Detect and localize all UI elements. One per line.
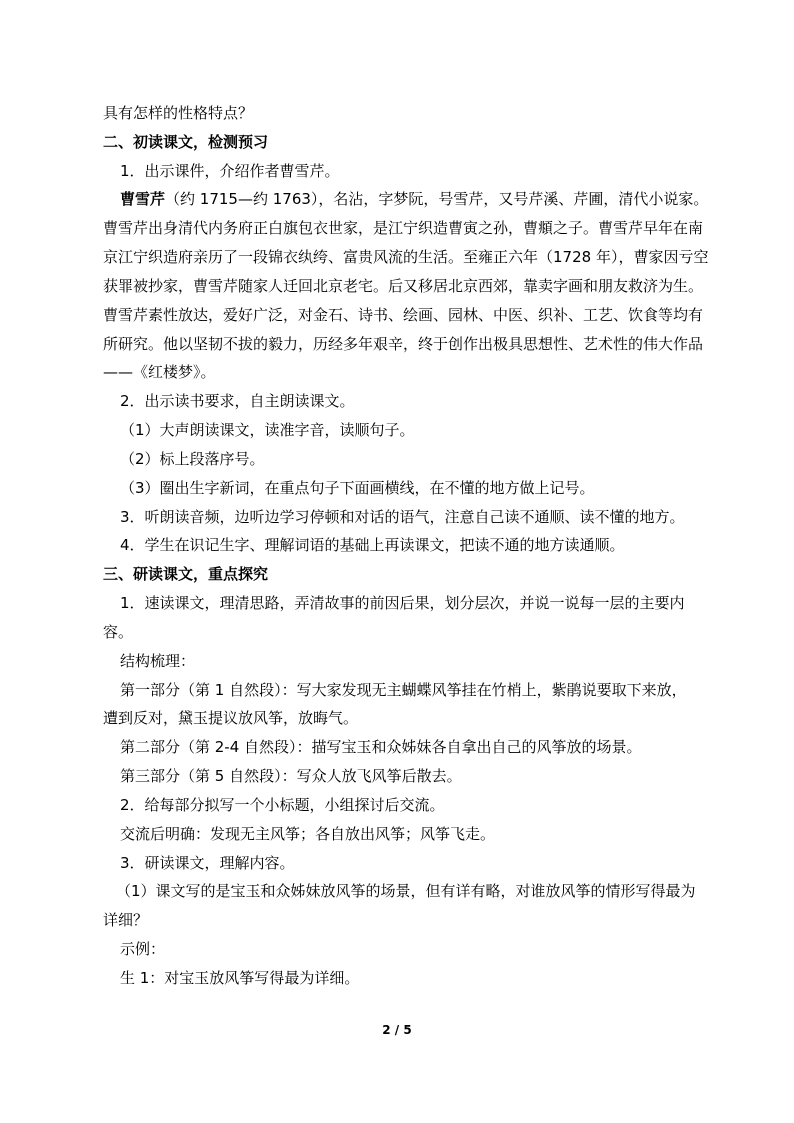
text-line: 交流后明确：发现无主风筝；各自放出风筝；风筝飞走。 — [120, 825, 496, 843]
text-line: 京江宁织造府亲历了一段锦衣纨绔、富贵风流的生活。至雍正六年（1728 年），曹家因亏空 — [103, 248, 709, 266]
text-line: 2．出示读书要求，自主朗读课文。 — [120, 392, 355, 410]
text-line: 容。 — [103, 623, 134, 641]
text-line: 第三部分（第 5 自然段）：写众人放飞风筝后散去。 — [120, 767, 462, 785]
list-item: （3）圈出生字新词，在重点句子下面画横线，在不懂的地方做上记号。 — [120, 479, 595, 497]
author-intro-line — [120, 189, 740, 209]
text-line: 遭到反对，黛玉提议放风筝，放晦气。 — [103, 709, 359, 727]
text-line: 曹雪芹素性放达，爱好广泛，对金石、诗书、绘画、园林、中医、织补、工艺、饮食等均有 — [103, 306, 704, 324]
text-line: 示例： — [120, 940, 166, 958]
text-line: 第一部分（第 1 自然段）：写大家发现无主蝴蝶风筝挂在竹梢上，紫鹃说要取下来放， — [120, 681, 687, 699]
text-line: 3．研读课文，理解内容。 — [120, 854, 295, 872]
text-line: 生 1：对宝玉放风筝写得最为详细。 — [120, 969, 360, 987]
text-line: ——《红楼梦》。 — [103, 363, 216, 381]
text-line: 4．学生在识记生字、理解词语的基础上再读课文，把读不通的地方读通顺。 — [120, 536, 625, 554]
list-item: （1）课文写的是宝玉和众姊妹放风筝的场景，但有详有略，对谁放风筝的情形写得最为 — [116, 882, 696, 900]
list-item: （2）标上段落序号。 — [120, 450, 265, 468]
text-line: 1．出示课件，介绍作者曹雪芹。 — [120, 162, 340, 180]
author-name: 曹雪芹 — [120, 190, 166, 208]
text-line: 2．给每部分拟写一个小标题，小组探讨后交流。 — [120, 796, 445, 814]
text-line: 3．听朗读音频，边听边学习停顿和对话的语气，注意自己读不通顺、读不懂的地方。 — [120, 508, 685, 526]
page-number: 2 / 5 — [382, 1023, 412, 1037]
text-line: 结构梳理： — [120, 652, 196, 670]
text-line: 曹雪芹出身清代内务府正白旗包衣世家，是江宁织造曹寅之孙，曹頫之子。曹雪芹早年在南 — [103, 219, 704, 237]
text-line: 详细？ — [103, 911, 149, 929]
author-intro-text: （约 1715—约 1763），名沾，字梦阮，号雪芹，又号芹溪、芹圃，清代小说家。 — [165, 190, 709, 208]
text-line: 具有怎样的性格特点？ — [103, 104, 254, 122]
list-item: （1）大声朗读课文，读准字音，读顺句子。 — [120, 421, 415, 439]
section-heading: 二、初读课文，检测预习 — [103, 133, 269, 151]
section-heading: 三、研读课文，重点探究 — [103, 565, 269, 583]
text-line: 获罪被抄家，曹雪芹随家人迁回北京老宅。后又移居北京西郊，靠卖字画和朋友救济为生。 — [103, 277, 704, 295]
text-line: 1．速读课文，理清思路，弄清故事的前因后果，划分层次，并说一说每一层的主要内 — [120, 594, 685, 612]
text-line: 所研究。他以坚韧不拔的毅力，历经多年艰辛，终于创作出极具思想性、艺术性的伟大作品 — [103, 335, 704, 353]
text-line: 第二部分（第 2-4 自然段）：描写宝玉和众姊妹各自拿出自己的风筝放的场景。 — [120, 738, 642, 756]
